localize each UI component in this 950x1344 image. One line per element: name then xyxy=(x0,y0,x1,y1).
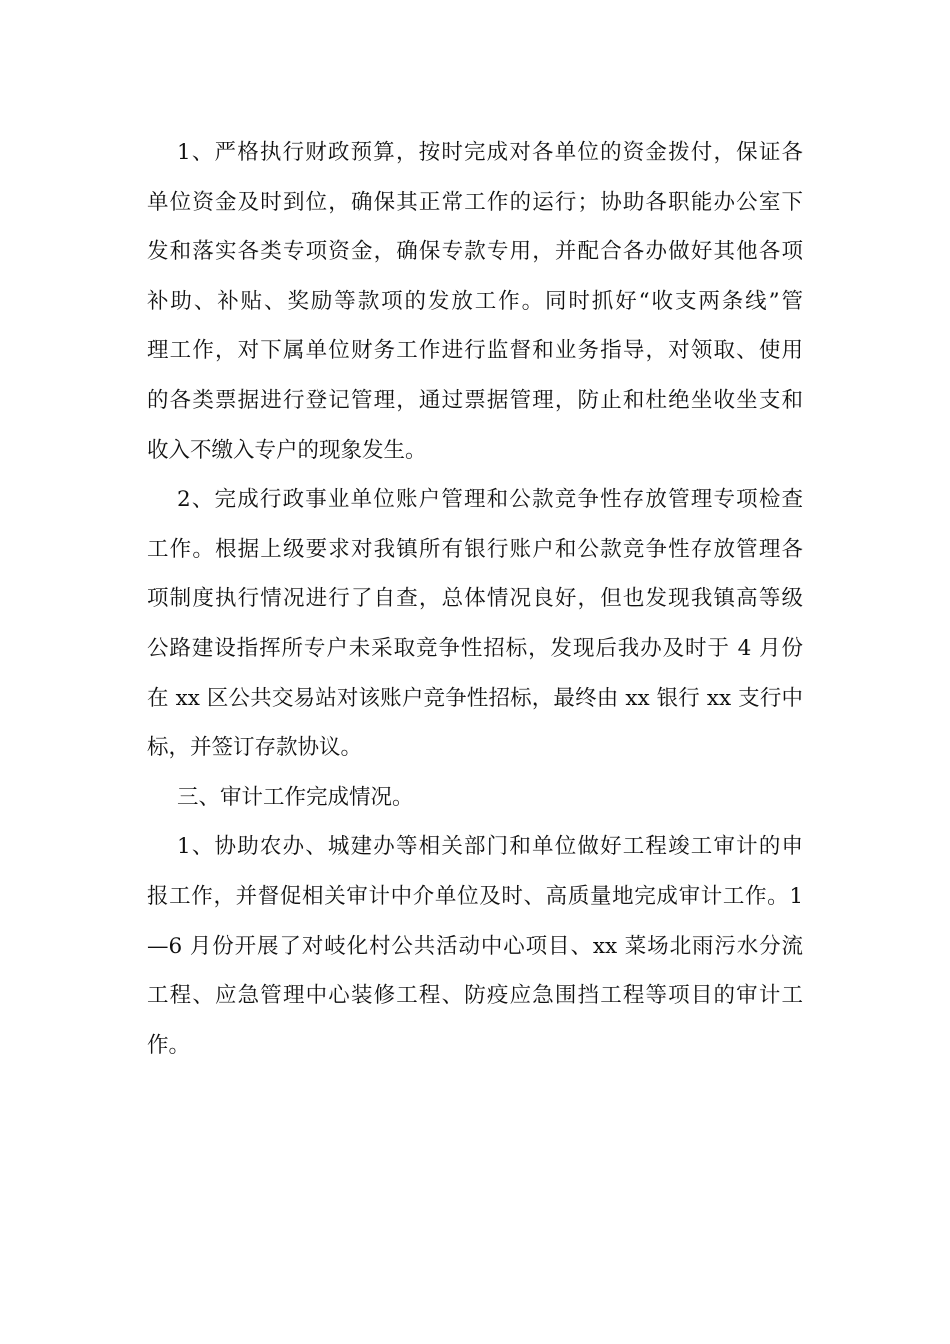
text-line: 1、协助农办、城建办等相关部门和单位做好工程竣工审计的申 xyxy=(177,834,803,860)
text-line: 工作。根据上级要求对我镇所有银行账户和公款竞争性存放管理各 xyxy=(147,536,803,562)
text-line: 2、完成行政事业单位账户管理和公款竞争性存放管理专项检查 xyxy=(177,487,803,513)
paragraph xyxy=(147,128,803,475)
text-line: 在 xx 区公共交易站对该账户竞争性招标，最终由 xx 银行 xx 支行中 xyxy=(147,685,803,711)
text-line: 工程、应急管理中心装修工程、防疫应急围挡工程等项目的审计工 xyxy=(147,983,803,1009)
text-line: 补助、补贴、奖励等款项的发放工作。同时抓好“收支两条线”管 xyxy=(147,288,803,314)
text-line: —6 月份开展了对岐化村公共活动中心项目、xx 菜场北雨污水分流 xyxy=(147,933,803,959)
text-line: 发和落实各类专项资金，确保专款专用，并配合各办做好其他各项 xyxy=(147,239,803,265)
text-line: 报工作，并督促相关审计中介单位及时、高质量地完成审计工作。1 xyxy=(147,883,803,909)
text-line: 项制度执行情况进行了自查，总体情况良好，但也发现我镇高等级 xyxy=(147,586,803,612)
paragraph xyxy=(147,475,803,773)
text-line: 三、审计工作完成情况。 xyxy=(177,784,414,810)
text-line: 单位资金及时到位，确保其正常工作的运行；协助各职能办公室下 xyxy=(147,189,803,215)
section-heading xyxy=(147,773,803,823)
text-line: 1、严格执行财政预算，按时完成对各单位的资金拨付，保证各 xyxy=(177,140,803,165)
text-line: 标，并签订存款协议。 xyxy=(147,735,363,761)
text-line: 作。 xyxy=(147,1032,191,1058)
text-line: 的各类票据进行登记管理，通过票据管理，防止和杜绝坐收坐支和 xyxy=(147,387,803,413)
text-line: 收入不缴入专户的现象发生。 xyxy=(147,437,427,463)
document-page xyxy=(147,128,803,1070)
paragraph xyxy=(147,822,803,1070)
text-line: 理工作，对下属单位财务工作进行监督和业务指导，对领取、使用 xyxy=(147,338,803,364)
text-line: 公路建设指挥所专户未采取竞争性招标，发现后我办及时于 4 月份 xyxy=(147,635,803,661)
